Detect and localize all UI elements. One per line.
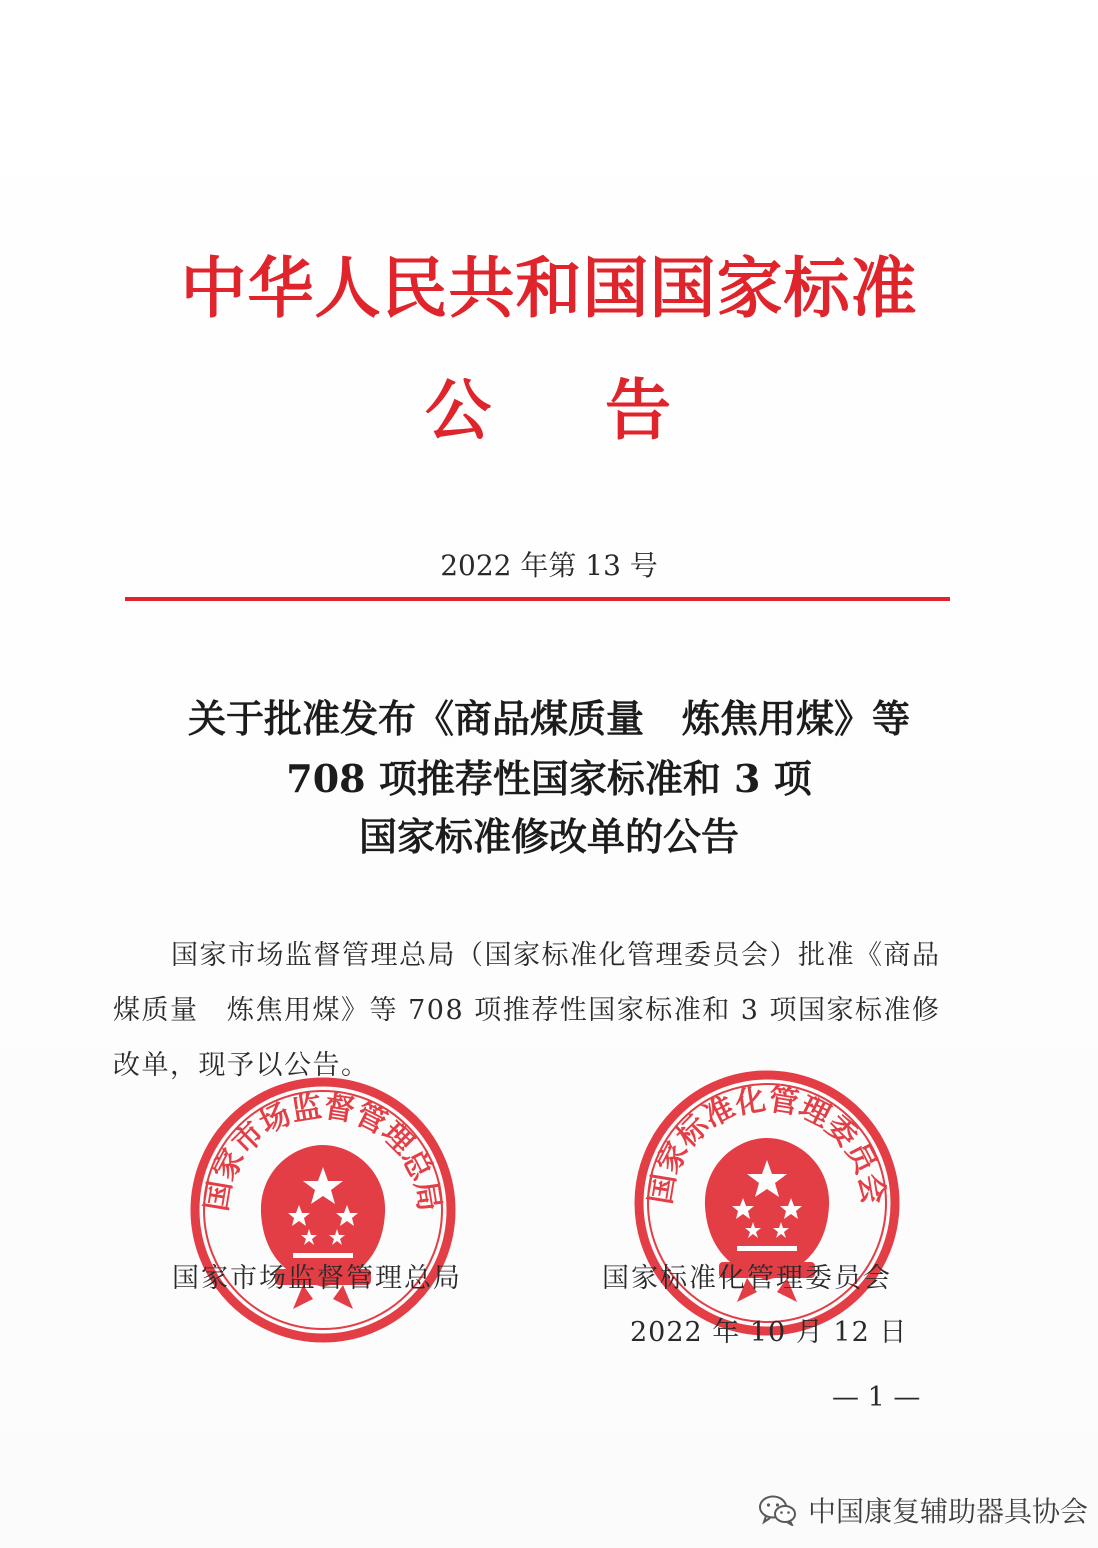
notice-char-right: 告: [605, 371, 673, 449]
official-seal-sac: [632, 1068, 902, 1338]
seal-samr-ring-text: 国家市场监督管理总局: [199, 1089, 447, 1214]
red-divider-line: [125, 597, 950, 601]
body-paragraph-text: 国家市场监督管理总局（国家标准化管理委员会）批准《商品煤质量 炼焦用煤》等 708 项推荐性国家标准和 3 项国家标准修改单，现予以公告。: [113, 940, 941, 1081]
signature-samr: 国家市场监督管理总局: [172, 1263, 462, 1294]
subject-line-3: 国家标准修改单的公告: [358, 814, 739, 859]
document-number: 2022 年第 13 号: [440, 549, 658, 582]
subject-line-2: 708 项推荐性国家标准和 3 项: [286, 756, 812, 801]
official-seal-samr: [188, 1075, 458, 1345]
wechat-icon: [758, 1494, 798, 1526]
watermark-text: 中国康复辅助器具协会: [808, 1495, 1089, 1528]
notice-char-left: 公: [425, 371, 493, 449]
masthead-notice: [0, 371, 1098, 449]
page-number: — 1 —: [832, 1382, 921, 1413]
seal-samr-graphic: [188, 1075, 458, 1345]
subject-line-1: 关于批准发布《商品煤质量 炼焦用煤》等: [187, 696, 910, 741]
seal-sac-ring-text: 国家标准化管理委员会: [643, 1082, 891, 1207]
issue-date: 2022 年 10 月 12 日: [630, 1317, 908, 1348]
signature-sac: 国家标准化管理委员会: [602, 1263, 892, 1294]
masthead-title: 中华人民共和国国家标准: [180, 249, 918, 327]
seal-sac-graphic: [632, 1068, 902, 1338]
wechat-watermark: [758, 1490, 1088, 1530]
